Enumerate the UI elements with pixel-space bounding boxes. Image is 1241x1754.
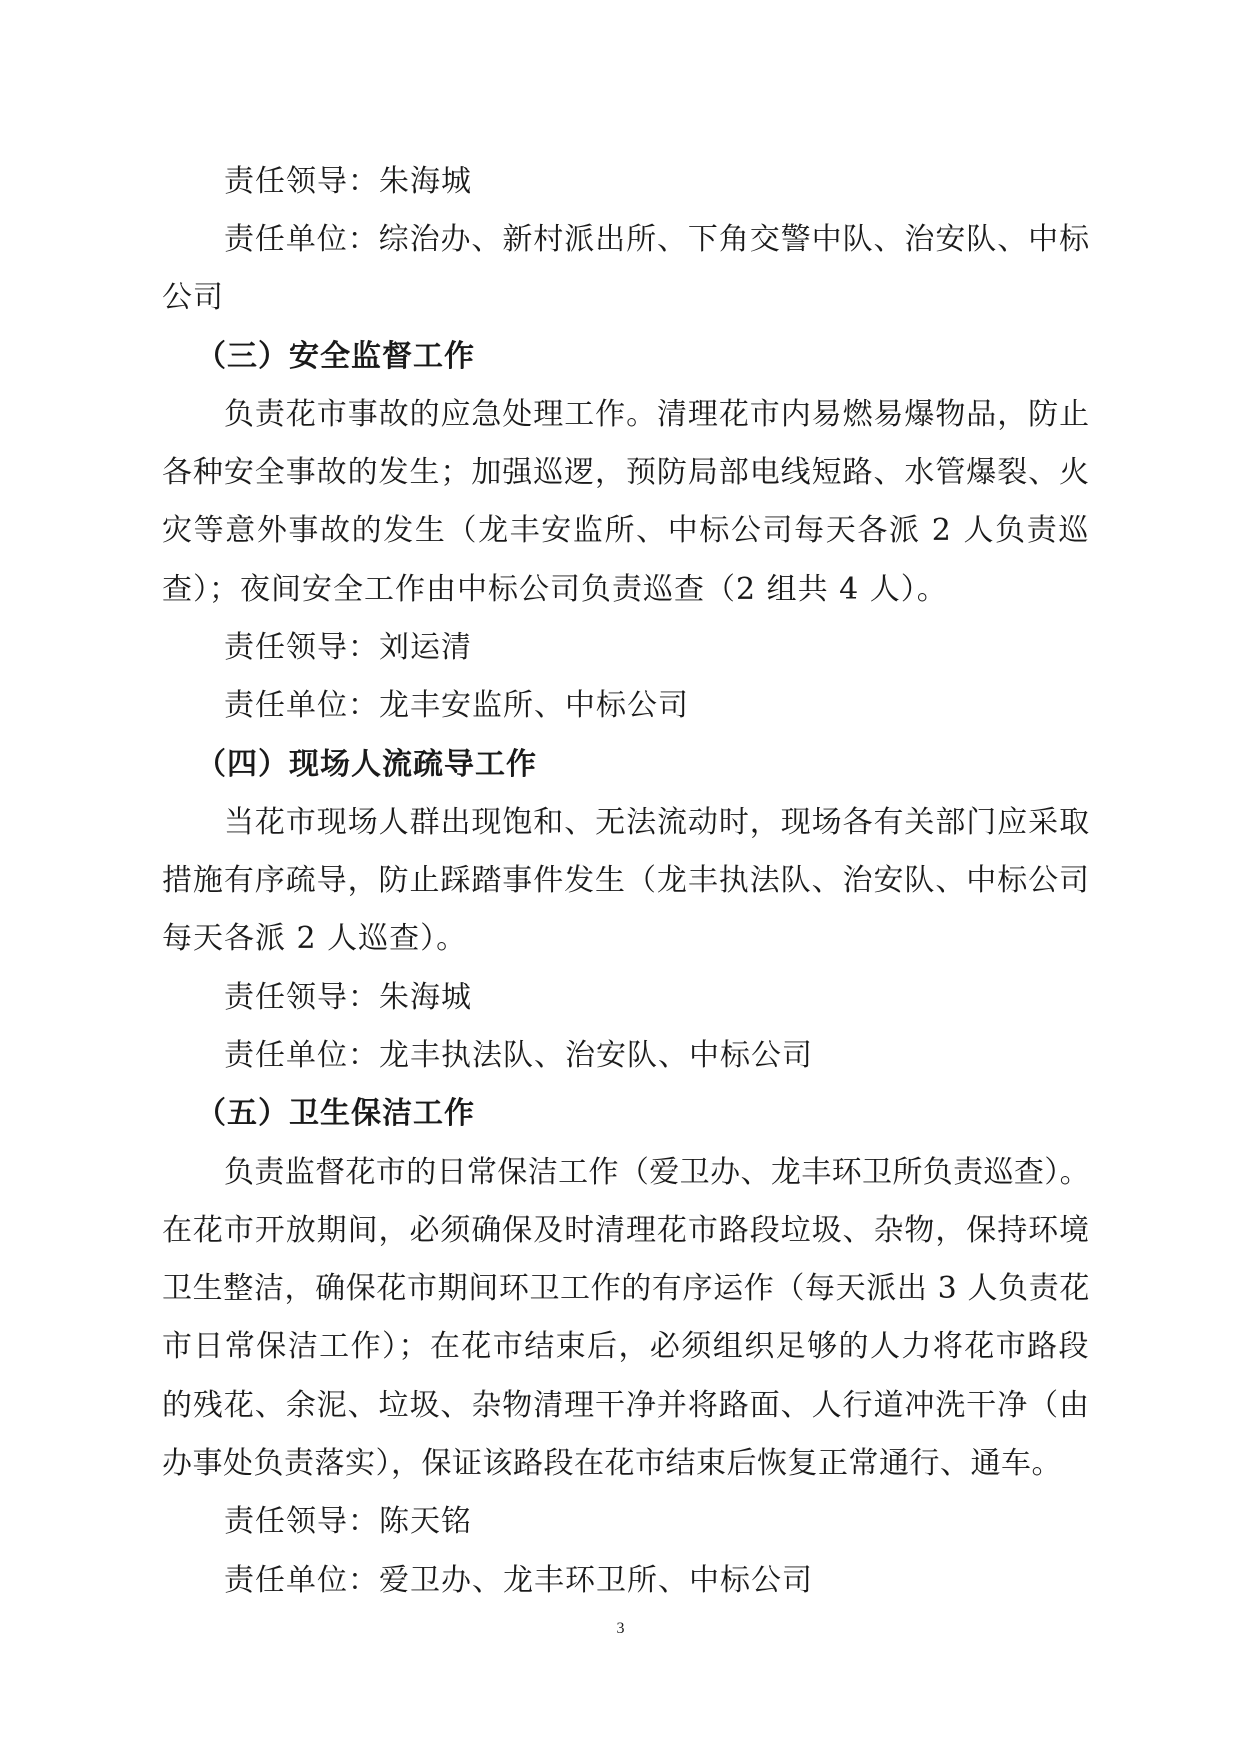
body-line [162, 910, 1090, 968]
body-line [224, 386, 1090, 444]
line-text: 当花市现场人群出现饱和、无法流动时，现场各有关部门应采取 [224, 805, 1091, 840]
unit-line [224, 1027, 1090, 1085]
page-number: 3 [616, 1620, 625, 1637]
line-text: 每天各派 2 人巡查）。 [162, 921, 468, 956]
line-text: 责任单位：综治办、新村派出所、下角交警中队、治安队、中标 [224, 222, 1091, 257]
line-text: 责任单位：龙丰安监所、中标公司 [224, 688, 689, 723]
heading-text: （五）卫生保洁工作 [196, 1096, 475, 1131]
unit-line [224, 211, 1090, 269]
line-text: 卫生整洁，确保花市期间环卫工作的有序运作（每天派出 3 人负责花 [162, 1271, 1090, 1306]
line-text: 在花市开放期间，必须确保及时清理花市路段垃圾、杂物，保持环境 [162, 1213, 1090, 1248]
line-text: 的残花、余泥、垃圾、杂物清理干净并将路面、人行道冲洗干净（由 [162, 1388, 1090, 1423]
body-line [162, 1435, 1062, 1493]
line-text: 责任领导：朱海城 [224, 164, 472, 199]
line-text: 负责监督花市的日常保洁工作（爱卫办、龙丰环卫所负责巡查）。 [224, 1155, 1090, 1190]
line-text: 市日常保洁工作）；在花市结束后，必须组织足够的人力将花市路段 [162, 1329, 1090, 1364]
section-heading [196, 1085, 1124, 1143]
unit-line [224, 677, 1090, 735]
body-line [162, 561, 1090, 619]
line-text: 灾等意外事故的发生（龙丰安监所、中标公司每天各派 2 人负责巡 [162, 513, 1090, 548]
line-text: 责任领导：刘运清 [224, 630, 472, 665]
line-text: 办事处负责落实），保证该路段在花市结束后恢复正常通行、通车。 [162, 1446, 1062, 1481]
section-heading [196, 328, 1124, 386]
body-line [162, 852, 1090, 910]
body-line [162, 269, 1090, 327]
line-text: 责任单位：龙丰执法队、治安队、中标公司 [224, 1038, 813, 1073]
line-text: 负责花市事故的应急处理工作。清理花市内易燃易爆物品，防止 [224, 397, 1091, 432]
line-text: 责任单位：爱卫办、龙丰环卫所、中标公司 [224, 1563, 813, 1598]
line-text: 各种安全事故的发生；加强巡逻，预防局部电线短路、水管爆裂、火 [162, 455, 1090, 490]
body-line [162, 1377, 1090, 1435]
leader-line [224, 619, 1090, 677]
body-line [224, 1144, 1090, 1202]
unit-line [224, 1552, 1090, 1610]
heading-text: （四）现场人流疏导工作 [196, 747, 537, 782]
leader-line [224, 1493, 1090, 1551]
line-text: 措施有序疏导，防止踩踏事件发生（龙丰执法队、治安队、中标公司 [162, 863, 1090, 898]
body-line [162, 1202, 1090, 1260]
line-text: 责任领导：陈天铭 [224, 1504, 472, 1539]
line-text: 查）；夜间安全工作由中标公司负责巡查（2 组共 4 人）。 [162, 572, 948, 607]
heading-text: （三）安全监督工作 [196, 339, 475, 374]
body-line [162, 502, 1090, 560]
line-text: 公司 [162, 280, 224, 315]
body-line [224, 794, 1090, 852]
leader-line [224, 153, 1090, 211]
body-line [162, 1260, 1090, 1318]
section-heading [196, 736, 1124, 794]
line-text: 责任领导：朱海城 [224, 980, 472, 1015]
body-line [162, 444, 1090, 502]
leader-line [224, 969, 1090, 1027]
body-line [162, 1318, 1090, 1376]
